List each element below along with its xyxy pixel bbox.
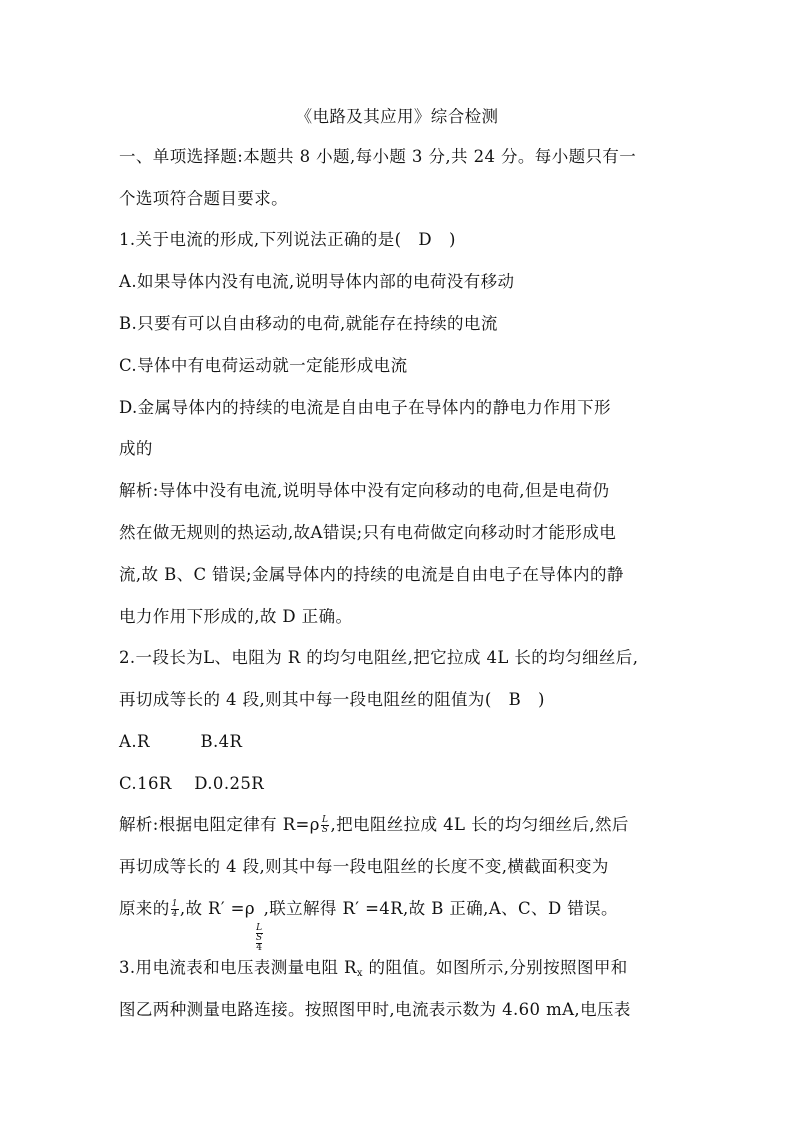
question-1-option-b: B.只要有可以自由移动的电荷,就能存在持续的电流	[119, 314, 498, 333]
question-text: 的阻值。如图所示,分别按照图甲和	[362, 958, 628, 977]
page-title: 《电路及其应用》综合检测	[295, 107, 499, 126]
question-2-analysis-line-1	[119, 814, 629, 836]
question-1-option-c: C.导体中有电荷运动就一定能形成电流	[119, 356, 408, 375]
fraction-one-quarter	[171, 900, 179, 919]
fraction-l-over-s-quarter	[256, 924, 263, 953]
analysis-text: 解析:根据电阻定律有 R=ρ	[119, 815, 320, 834]
fraction-numerator: L	[321, 815, 329, 825]
question-2-analysis-line-2: 再切成等长的 4 段,则其中每一段电阻丝的长度不变,横截面积变为	[119, 857, 609, 876]
analysis-text: ,把电阻丝拉成 4L 长的均匀细丝后,然后	[330, 815, 629, 834]
question-2-options-ab: A.R B.4R	[119, 732, 243, 751]
fraction-numerator: L	[256, 923, 263, 933]
fraction-inner-numerator: S	[255, 933, 263, 943]
question-1-analysis-line-3: 流,故 B、C 错误;金属导体内的持续的电流是自由电子在导体内的静	[119, 565, 624, 584]
fraction-denominator: S	[321, 825, 329, 835]
subscript-x: x	[356, 968, 363, 979]
question-1-analysis-line-2: 然在做无规则的热运动,故A错误;只有电荷做定向移动时才能形成电	[119, 523, 617, 542]
question-2-stem-line-2: 再切成等长的 4 段,则其中每一段电阻丝的阻值为( B )	[119, 690, 545, 709]
analysis-text: 原来的	[119, 899, 170, 918]
question-3-line-1	[119, 957, 628, 985]
question-1-option-d-line-1: D.金属导体内的持续的电流是自由电子在导体内的静电力作用下形	[119, 398, 611, 417]
fraction-numerator: 1	[171, 899, 178, 909]
fraction-l-over-s	[321, 816, 330, 835]
question-3-line-2: 图乙两种测量电路连接。按照图甲时,电流表示数为 4.60 mA,电压表	[119, 1000, 631, 1019]
section-instructions-line-1: 一、单项选择题:本题共 8 小题,每小题 3 分,共 24 分。每小题只有一	[119, 147, 637, 166]
section-instructions-line-2: 个选项符合题目要求。	[119, 189, 288, 208]
fraction-denominator: 4	[171, 909, 178, 919]
question-1-analysis-line-1: 解析:导体中没有电流,说明导体中没有定向移动的电荷,但是电荷仍	[119, 481, 610, 500]
question-1-option-a: A.如果导体内没有电流,说明导体内部的电荷没有移动	[119, 272, 515, 291]
question-1-option-d-line-2: 成的	[119, 439, 153, 458]
question-2-stem-line-1: 2.一段长为L、电阻为 R 的均匀电阻丝,把它拉成 4L 长的均匀细丝后,	[119, 648, 639, 667]
question-1-stem: 1.关于电流的形成,下列说法正确的是( D )	[119, 230, 456, 249]
question-2-analysis-line-3	[119, 898, 618, 953]
question-text: 3.用电流表和电压表测量电阻 R	[119, 958, 357, 977]
question-1-analysis-line-4: 电力作用下形成的,故 D 正确。	[119, 607, 353, 626]
analysis-text: ,故 R′ =ρ	[179, 899, 255, 918]
fraction-inner-denominator: 4	[256, 943, 263, 953]
question-2-options-cd: C.16R D.0.25R	[119, 774, 265, 793]
analysis-text: ,联立解得 R′ =4R,故 B 正确,A、C、D 错误。	[263, 899, 618, 918]
